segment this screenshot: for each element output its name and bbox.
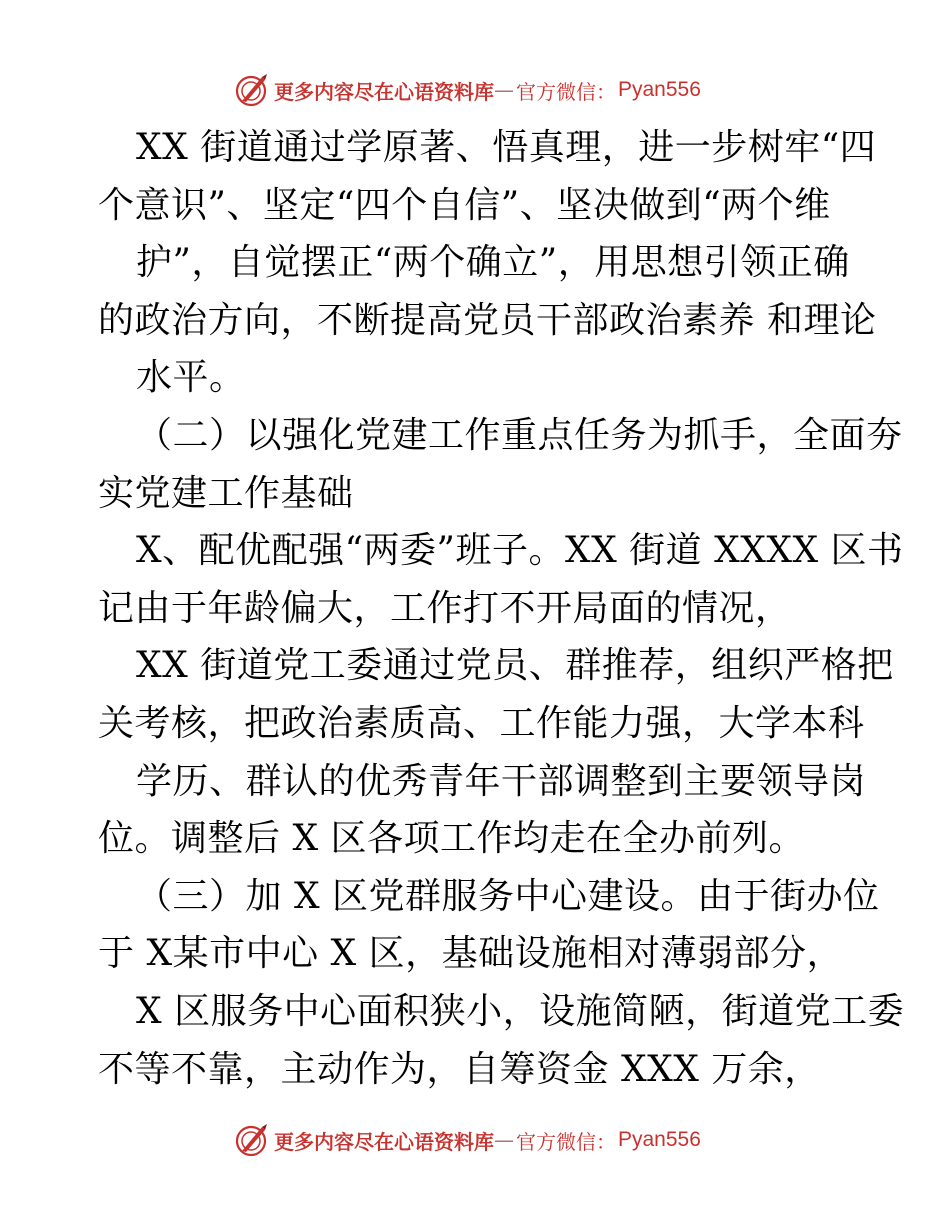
watermark-dash: — — [494, 78, 514, 102]
paragraph-line: 记由于年龄偏大，工作打不开局面的情况， — [98, 588, 792, 629]
watermark-official-label: 官方微信： — [516, 79, 616, 104]
paragraph-line: 护”，自觉摆正“两个确立”，用思想引领正确 — [136, 242, 850, 283]
paragraph-line: 实党建工作基础 — [98, 473, 354, 514]
paragraph-line: 个意识”、坚定“四个自信”、坚决做到“两个维 — [98, 185, 831, 226]
watermark-site-text: 更多内容尽在心语资料库 — [274, 1129, 494, 1154]
watermark-site-text: 更多内容尽在心语资料库 — [274, 79, 494, 104]
quill-logo-icon — [232, 1121, 270, 1159]
watermark-wechat-id: Pyan556 — [618, 1128, 701, 1151]
watermark-footer — [232, 1120, 701, 1160]
paragraph-line: 学历、群认的优秀青年干部调整到主要领导岗 — [136, 761, 867, 802]
watermark-official-label: 官方微信： — [516, 1129, 616, 1154]
paragraph-line: 于 X某市中心 X 区，基础设施相对薄弱部分， — [98, 933, 844, 974]
watermark-dash: — — [494, 1128, 514, 1152]
paragraph-line: XX 街道党工委通过党员、群推荐，组织严格把 — [136, 645, 894, 686]
paragraph-line: （二）以强化党建工作重点任务为抓手，全面夯 — [136, 415, 903, 456]
watermark-wechat-id: Pyan556 — [618, 78, 701, 101]
paragraph-line: 不等不靠，主动作为，自筹资金 XXX 万余， — [98, 1049, 821, 1090]
paragraph-line: XX 街道通过学原著、悟真理，进一步树牢“四 — [136, 127, 877, 168]
paragraph-line: （三）加 X 区党群服务中心建设。由于街办位 — [136, 876, 880, 917]
quill-logo-icon — [232, 71, 270, 109]
paragraph-line: X 区服务中心面积狭小，设施简陋，街道党工委 — [136, 991, 905, 1032]
paragraph-line: X、配优配强“两委”班子。XX 街道 XXXX 区书 — [136, 530, 904, 571]
paragraph-line: 位。调整后 X 区各项工作均走在全办前列。 — [98, 818, 806, 859]
paragraph-line: 关考核，把政治素质高、工作能力强，大学本科 — [98, 703, 865, 744]
paragraph-line: 水平。 — [136, 357, 246, 398]
watermark-header — [232, 70, 701, 110]
paragraph-line: 的政治方向，不断提高党员干部政治素养 和理论 — [98, 300, 877, 341]
